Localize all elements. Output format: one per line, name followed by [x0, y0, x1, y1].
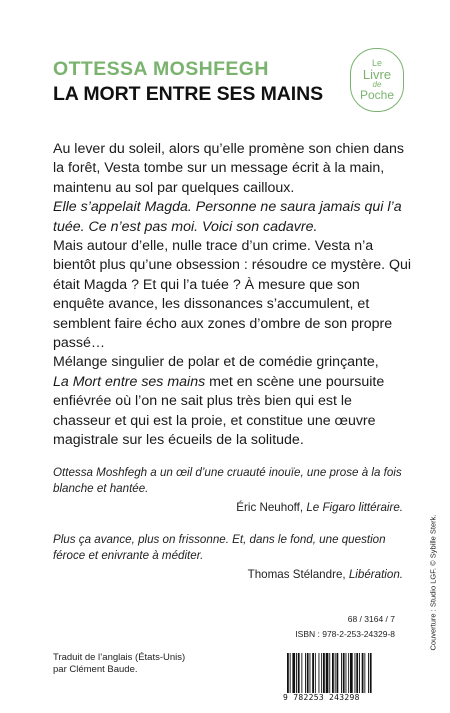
- author-name: OTTESSA MOSHFEGH: [53, 58, 269, 80]
- barcode-bar: [301, 653, 302, 693]
- barcode-bar: [362, 653, 364, 693]
- summary-paragraph-1: Au lever du soleil, alors qu’elle promène son chien dans la forêt, Vesta tombe sur un message écrit à la main, maintenu au sol par quelques cailloux. Elle s’appelait Magda. Personne ne saura jamais qui l’a tuée. Ce n’est pas moi. Voici son cadavre.: [53, 141, 404, 235]
- quote-text: Plus ça avance, plus on frissonne. Et, dans le fond, une question féroce et enivrante à méditer.: [53, 533, 386, 562]
- quote-attribution: Thomas Stélandre, Libération.: [247, 568, 403, 581]
- barcode-bar: [346, 653, 347, 693]
- barcode-bar: [368, 653, 369, 693]
- translator-credit: Traduit de l’anglais (États-Unis) par Clément Baude.: [53, 652, 186, 675]
- press-quote-1: [53, 465, 403, 516]
- barcode-bar: [287, 653, 289, 693]
- barcode-bar: [321, 653, 322, 693]
- summary-paragraph-2: Mais autour d’elle, nulle trace d’un crime. Vesta n’a bientôt plus qu’une obsession : résoudre ce mystère. Qui était Magda ? Et qui l’a tuée ? À mesure que son enquête avance, les dissonances s’accumulent, et semblent faire écho aux zones d’ombre de son propre passé…: [53, 238, 412, 352]
- barcode-bar: [329, 653, 330, 693]
- title-reference: La Mort entre ses mains: [53, 373, 206, 390]
- barcode-bar: [326, 653, 329, 693]
- book-title: LA MORT ENTRE SES MAINS: [53, 83, 323, 105]
- quote-text: Ottessa Moshfegh a un œil d’une cruauté inouïe, une prose à la fois blanche et hantée.: [53, 466, 402, 495]
- barcode-bar: [350, 653, 353, 693]
- publisher-logo: [350, 48, 404, 112]
- barcode-bar: [307, 653, 309, 693]
- barcode-number: 9 782253 243298: [283, 693, 360, 702]
- press-quote-2: [53, 532, 403, 583]
- isbn-number: ISBN : 978-2-253-24329-8: [295, 629, 395, 639]
- summary-paragraph-3: Mélange singulier de polar et de comédie grinçante, La Mort entre ses mains met en scène une poursuite enfiévrée où l’on ne sait plus très bien qui est le chasseur et qui est la proie, et constitue une œuvre magistrale sur les écueils de la solitude.: [53, 354, 385, 449]
- barcode-bar: [355, 653, 356, 693]
- barcode-bar: [312, 653, 314, 693]
- barcode-bar: [364, 653, 365, 693]
- barcode-bar: [310, 653, 311, 693]
- cover-credit: Couverture : Studio LGF. © Sybille Sterk.: [428, 514, 438, 651]
- barcode-bar: [290, 653, 291, 693]
- barcode-bar: [348, 653, 349, 693]
- book-summary: [53, 140, 413, 451]
- logo-text-de: de: [372, 80, 382, 89]
- catalog-codes: [295, 612, 395, 642]
- barcode-bar: [315, 653, 316, 693]
- found-message: Elle s’appelait Magda. Personne ne saura jamais qui l’a tuée. Ce n’est pas moi. Voici son cadavre.: [53, 199, 402, 235]
- barcode-bar: [323, 653, 325, 693]
- barcode-bar: [359, 653, 360, 693]
- barcode-bar: [356, 653, 358, 693]
- logo-text-le: Le: [371, 58, 382, 68]
- quote-attribution: Éric Neuhoff, Le Figaro littéraire.: [236, 501, 403, 514]
- barcode-bar: [332, 653, 334, 693]
- barcode-bar: [298, 653, 300, 693]
- catalog-number: 68 / 3164 / 7: [347, 614, 395, 624]
- barcode-bar: [341, 653, 342, 693]
- barcode-bar: [305, 653, 306, 693]
- barcode-bar: [296, 653, 297, 693]
- barcode-bars: [285, 653, 397, 693]
- barcode-bar: [319, 653, 320, 693]
- barcode-bar: [343, 653, 345, 693]
- barcode-bar: [335, 653, 336, 693]
- barcode-bar: [337, 653, 339, 693]
- logo-text-livre: Livre: [362, 67, 392, 82]
- barcode-bar: [292, 653, 295, 693]
- barcode-bar: [370, 653, 372, 693]
- logo-text-poche: Poche: [359, 88, 395, 102]
